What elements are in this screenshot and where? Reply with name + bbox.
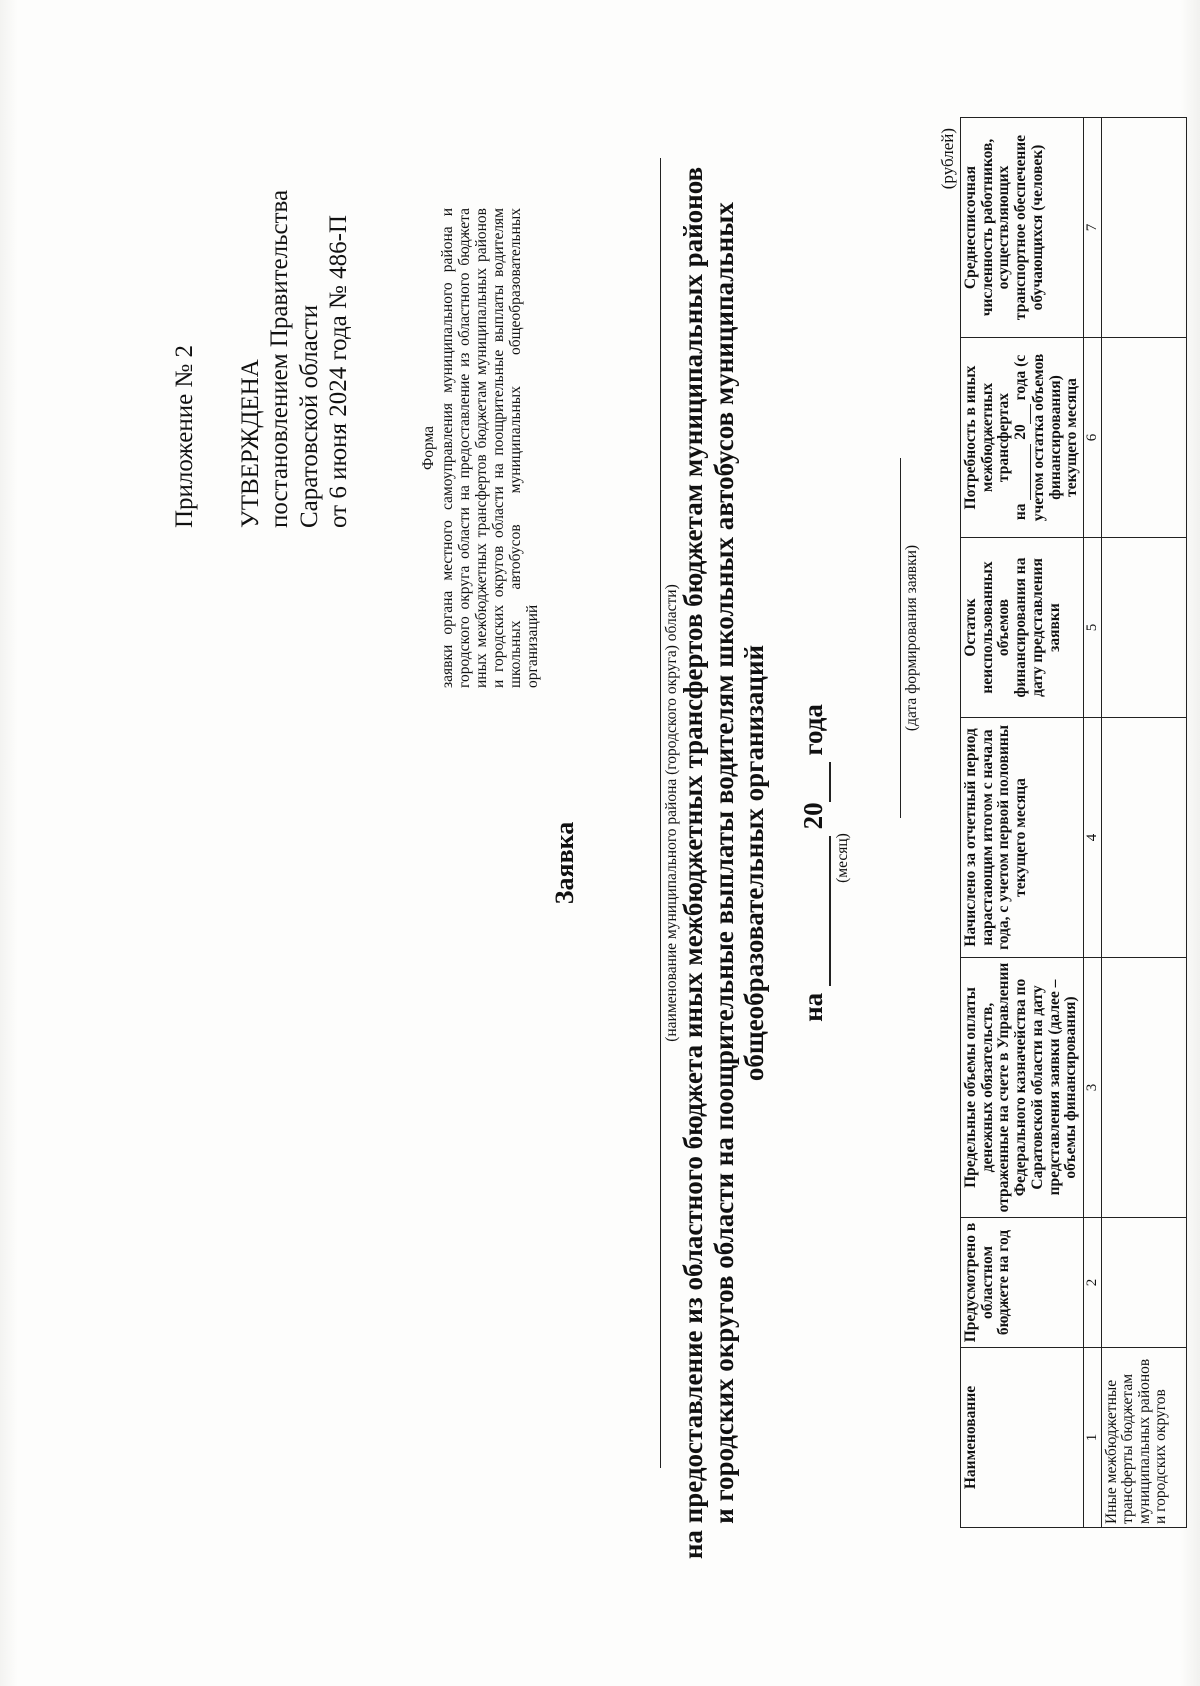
header-remainder: Остаток неиспользованных объемов финансирования на дату представления заявки [961, 538, 1084, 718]
period-line [798, 108, 831, 1618]
form-title: Форма [420, 425, 437, 471]
header-budget-year: Предусмотрено в областном бюджете на год [961, 1218, 1084, 1348]
column-number: 7 [1084, 118, 1102, 338]
table-cell[interactable] [1102, 718, 1187, 958]
unit-label: (рублей) [938, 128, 957, 190]
municipality-fill-line[interactable] [660, 158, 661, 1468]
header-need-rest: (с учетом остатка объемов финансирования) текущего месяца [1012, 353, 1081, 522]
row-name: Иные межбюджетные трансферты бюджетам муниципальных районов и городских округов [1102, 1348, 1187, 1528]
column-number: 4 [1084, 718, 1102, 958]
column-number: 3 [1084, 958, 1102, 1218]
header-need-god: года [1012, 370, 1030, 401]
header-need-label: Потребность в иных межбюджетных трансфертах [962, 365, 1013, 510]
column-number: 6 [1084, 338, 1102, 538]
header-need-na: на [1012, 503, 1030, 521]
table-row [1102, 118, 1187, 1528]
form-description: заявки органа местного самоуправления муниципального района и городского округа области на предоставление из областного бюджета иных межбюджетных трансфертов бюджетам муниципальных районов и городских округов области на поощрительные выплаты водителям школьных автобусов муниципальных общеобразовательных организаций [439, 208, 542, 688]
column-number: 5 [1084, 538, 1102, 718]
subject-line-3: общеобразовательных организаций [739, 644, 769, 1082]
header-financing-limits: Предельные объемы оплаты денежных обязательств, отраженные на счете в Управлении Федерального казначейства по Саратовской области на дату представления заявки (далее – объемы финансирования) [961, 958, 1084, 1218]
approved-label: УТВЕРЖДЕНА [236, 359, 264, 528]
table-cell[interactable] [1102, 338, 1187, 538]
table-cell[interactable] [1102, 538, 1187, 718]
column-number: 1 [1084, 1348, 1102, 1528]
month-fill-blank[interactable] [798, 836, 831, 986]
document-title: Заявка [550, 821, 579, 905]
date-caption: (дата формирования заявки) [903, 544, 920, 732]
municipality-caption: (наименование муниципального района (городского округа) области) [663, 584, 680, 1042]
approval-line-3: от 6 июня 2024 года № 486-П [325, 215, 352, 528]
rotated-page [60, 108, 1169, 1618]
date-fill-line[interactable] [900, 458, 901, 818]
approval-block [170, 108, 354, 528]
period-year-prefix: 20 [798, 802, 828, 830]
request-subject [678, 108, 770, 1618]
approval-line-2: Саратовской области [295, 304, 323, 528]
approval-line-1: постановлением Правительства [266, 189, 293, 528]
header-need-year: 20 [1012, 424, 1030, 440]
header-need [961, 338, 1084, 538]
table-cell[interactable] [1102, 118, 1187, 338]
header-headcount: Среднесписочная численность работников, осуществляющих транспортное обеспечение обучающихся (человек) [961, 118, 1084, 338]
table-cell[interactable] [1102, 1218, 1187, 1348]
subject-line-1: на предоставление из областного бюджета иных межбюджетных трансфертов бюджетам муниципальных районов [678, 166, 708, 1560]
table-cell[interactable] [1102, 958, 1187, 1218]
subject-line-2: и городских округов области на поощрительные выплаты водителям школьных автобусов муниципальных [708, 202, 739, 1524]
header-accrued: Начислено за отчетный период нарастающим итогом с начала года, с учетом первой половины текущего месяца [961, 718, 1084, 958]
annex-number: Приложение № 2 [171, 344, 198, 528]
month-caption: (месяц) [834, 833, 851, 883]
table-header-row [961, 118, 1084, 1528]
period-na: на [798, 992, 828, 1022]
year-fill-blank[interactable] [798, 762, 831, 802]
request-table [960, 117, 1187, 1528]
column-number: 2 [1084, 1218, 1102, 1348]
header-name: Наименование [961, 1348, 1084, 1528]
column-number-row [1084, 118, 1102, 1528]
form-description-block [420, 208, 541, 688]
period-god: года [798, 704, 828, 756]
